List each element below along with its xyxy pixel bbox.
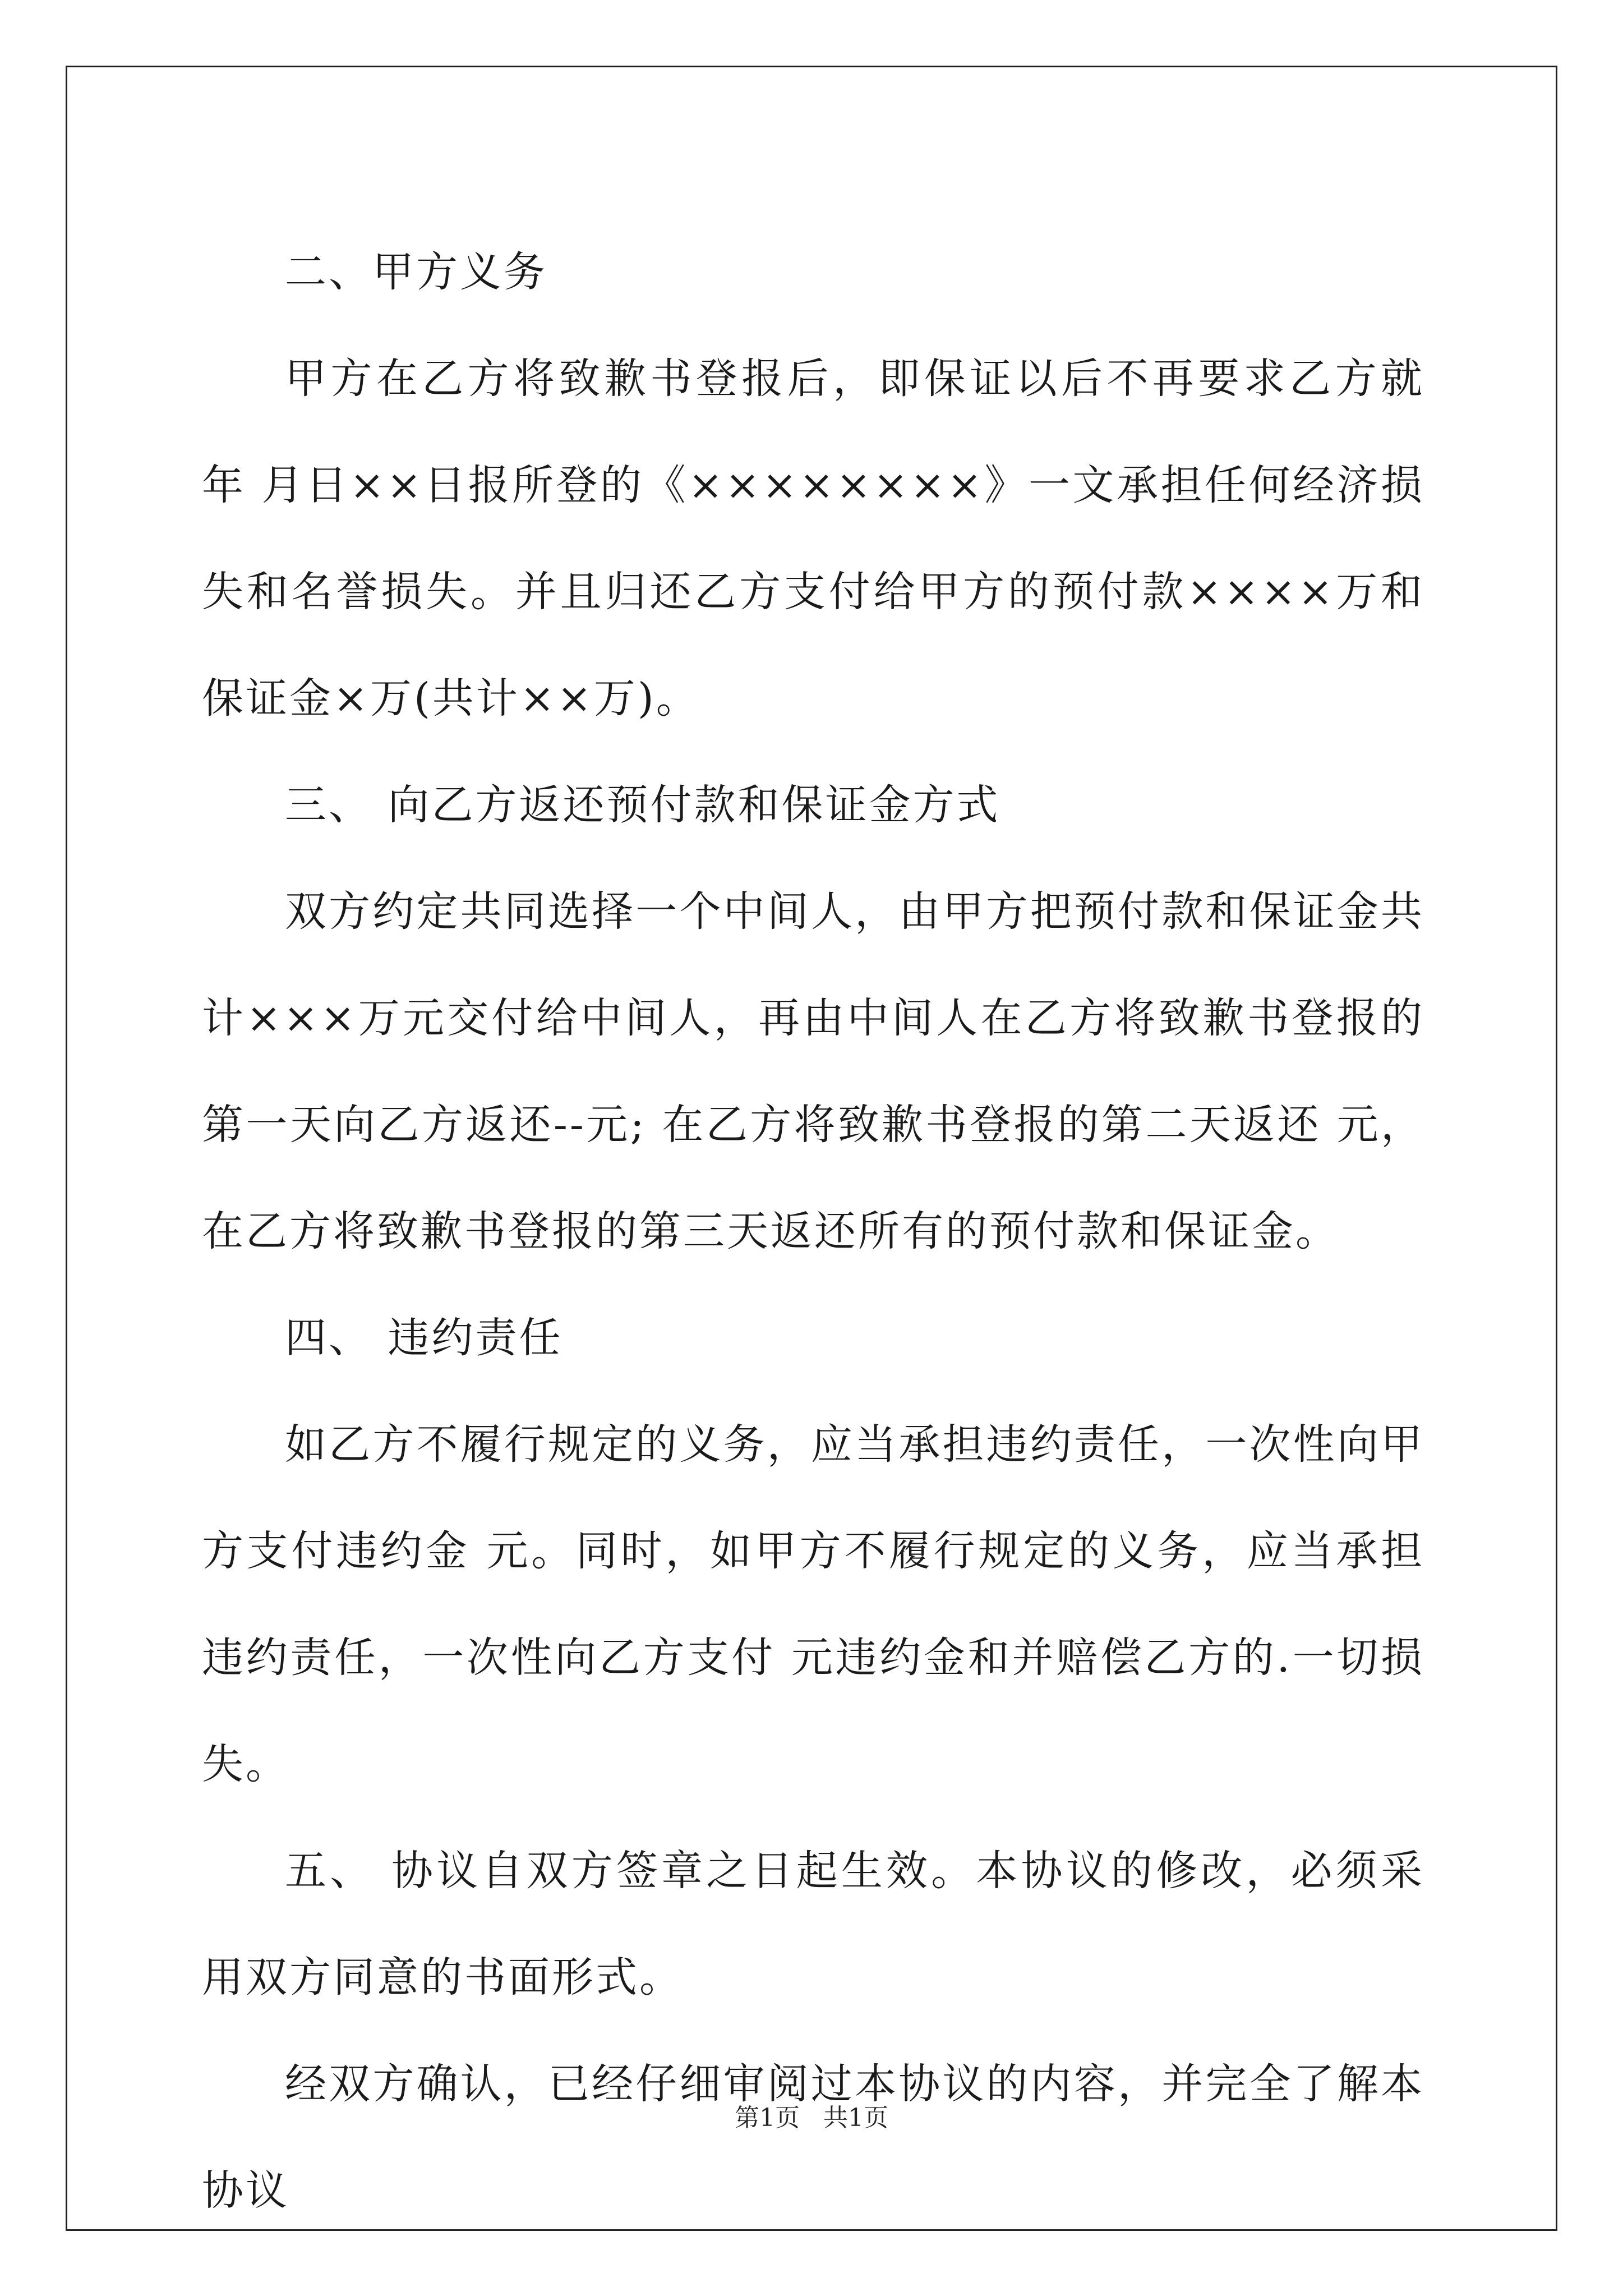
section-heading-4: 四、 违约责任 bbox=[285, 1314, 563, 1362]
paragraph-effective-clause: 五、 协议自双方签章之日起生效。本协议的修改，必须采用双方同意的书面形式。 bbox=[202, 1847, 1424, 2001]
paragraph-refund-method: 双方约定共同选择一个中间人，由甲方把预付款和保证金共计×××万元交付给中间人，再由中间人在乙方将致歉书登报的第一天向乙方返还--元; 在乙方将致歉书登报的第二天返还 元，在乙方将致歉书登报的第三天返还所有的预付款和保证金。 bbox=[202, 887, 1424, 1255]
section-heading-3: 三、 向乙方返还预付款和保证金方式 bbox=[285, 781, 1000, 829]
page-footer bbox=[0, 2101, 1623, 2135]
paragraph-breach-liability: 如乙方不履行规定的义务，应当承担违约责任，一次性向甲方支付违约金 元。同时，如甲方不履行规定的义务，应当承担违约责任，一次性向乙方支付 元违约金和并赔偿乙方的.一切损失。 bbox=[202, 1420, 1424, 1788]
page-number-total: 共1页 bbox=[823, 2104, 888, 2132]
document-body bbox=[202, 219, 1424, 2244]
section-heading-2: 二、甲方义务 bbox=[285, 248, 547, 296]
paragraph-party-a-obligations: 甲方在乙方将致歉书登报后，即保证以后不再要求乙方就 年 月日××日报所登的《××××××××》一文承担任何经济损失和名誉损失。并且归还乙方支付给甲方的预付款××××万和保证金×万(共计××万)。 bbox=[202, 355, 1424, 723]
paragraph-confirmation: 经双方确认，已经仔细审阅过本协议的内容，并完全了解本协议 bbox=[202, 2060, 1424, 2215]
page-number-current: 第1页 bbox=[735, 2104, 800, 2132]
